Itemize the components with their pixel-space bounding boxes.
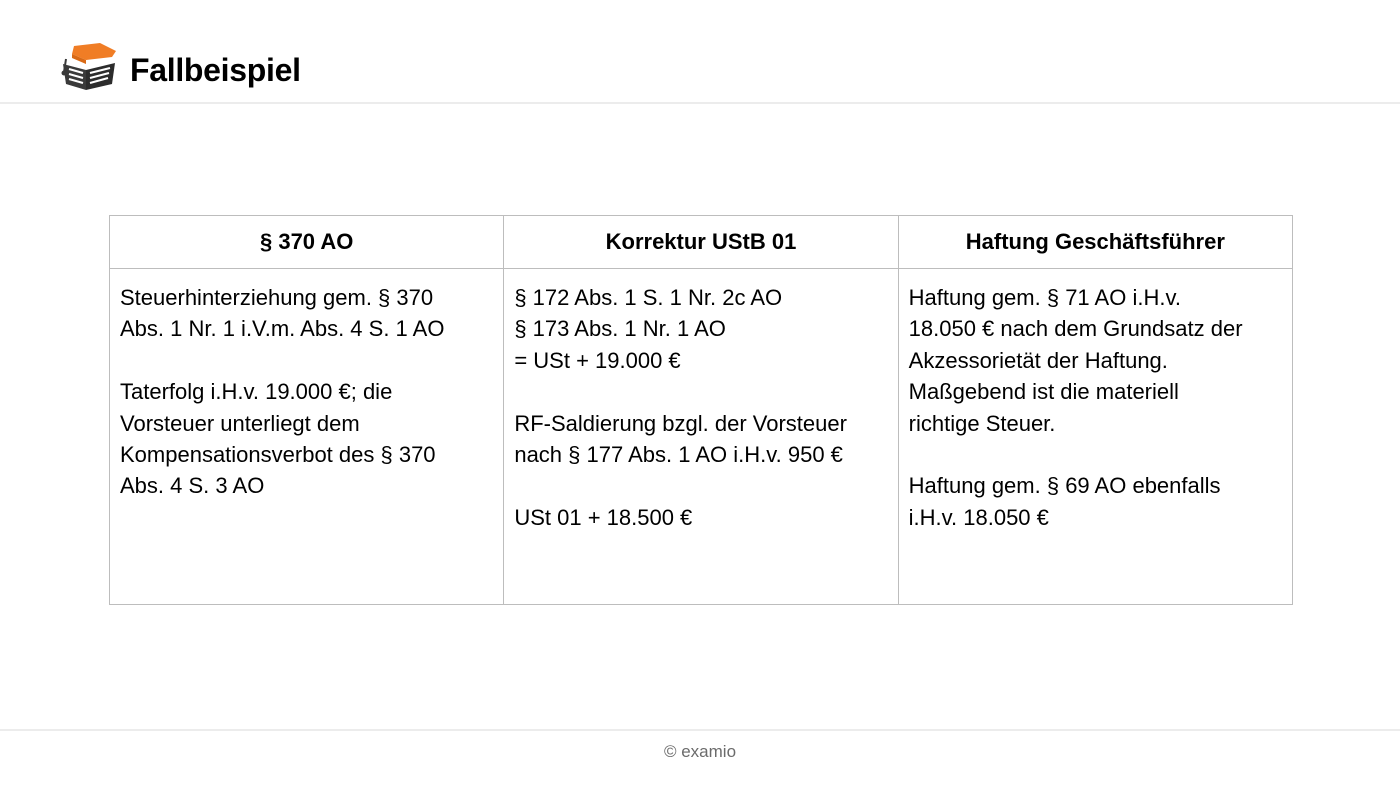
table-row (110, 269, 1293, 605)
cell-text-line: § 173 Abs. 1 Nr. 1 AO (514, 316, 726, 342)
case-table (109, 215, 1293, 605)
footer-bar (0, 729, 1400, 788)
cell-text-line: Maßgebend ist die materiell (908, 379, 1179, 405)
cell-text-line: richtige Steuer. (908, 410, 1056, 436)
cell-text-line: Haftung gem. § 69 AO ebenfalls (908, 473, 1221, 499)
cell-text-line: Haftung gem. § 71 AO i.H.v. (908, 285, 1181, 310)
column-header-370-ao: § 370 AO (110, 216, 504, 269)
cell-text-line: Vorsteuer unterliegt dem (120, 410, 360, 436)
cell-text-line: Steuerhinterziehung gem. § 370 (120, 285, 434, 310)
header-bar (0, 0, 1400, 104)
cell-text-line: § 172 Abs. 1 S. 1 Nr. 2c AO (514, 285, 783, 310)
page-title: Fallbeispiel (130, 52, 301, 88)
cell-370-ao (110, 269, 504, 605)
cell-spacer (514, 470, 887, 501)
cell-text-line: USt 01 + 18.500 € (514, 504, 693, 530)
case-table-container (109, 215, 1293, 605)
cell-spacer (514, 376, 887, 407)
cell-text-line: RF-Saldierung bzgl. der Vorsteuer (514, 410, 847, 436)
cell-text-line: = USt + 19.000 € (514, 347, 681, 373)
cell-text-line: i.H.v. 18.050 € (908, 504, 1049, 530)
cell-spacer (120, 345, 493, 376)
cell-text-line: Abs. 1 Nr. 1 i.V.m. Abs. 4 S. 1 AO (120, 316, 445, 342)
cell-haftung (898, 269, 1292, 605)
cell-korrektur (504, 269, 898, 605)
cell-spacer (909, 439, 1282, 470)
cell-text-line: Akzessorietät der Haftung. (908, 347, 1168, 373)
graduation-book-icon (60, 42, 120, 94)
column-header-korrektur: Korrektur UStB 01 (504, 216, 898, 269)
table-header-row (110, 216, 1293, 269)
cell-text-line: Kompensationsverbot des § 370 (120, 442, 436, 468)
cell-text-line: Taterfolg i.H.v. 19.000 €; die (120, 379, 393, 405)
column-header-haftung: Haftung Geschäftsführer (898, 216, 1292, 269)
cell-text-line: nach § 177 Abs. 1 AO i.H.v. 950 € (514, 442, 843, 468)
cell-text-line: 18.050 € nach dem Grundsatz der (908, 316, 1243, 342)
cell-text-line: Abs. 4 S. 3 AO (120, 473, 265, 499)
copyright-text: © examio (663, 742, 737, 761)
